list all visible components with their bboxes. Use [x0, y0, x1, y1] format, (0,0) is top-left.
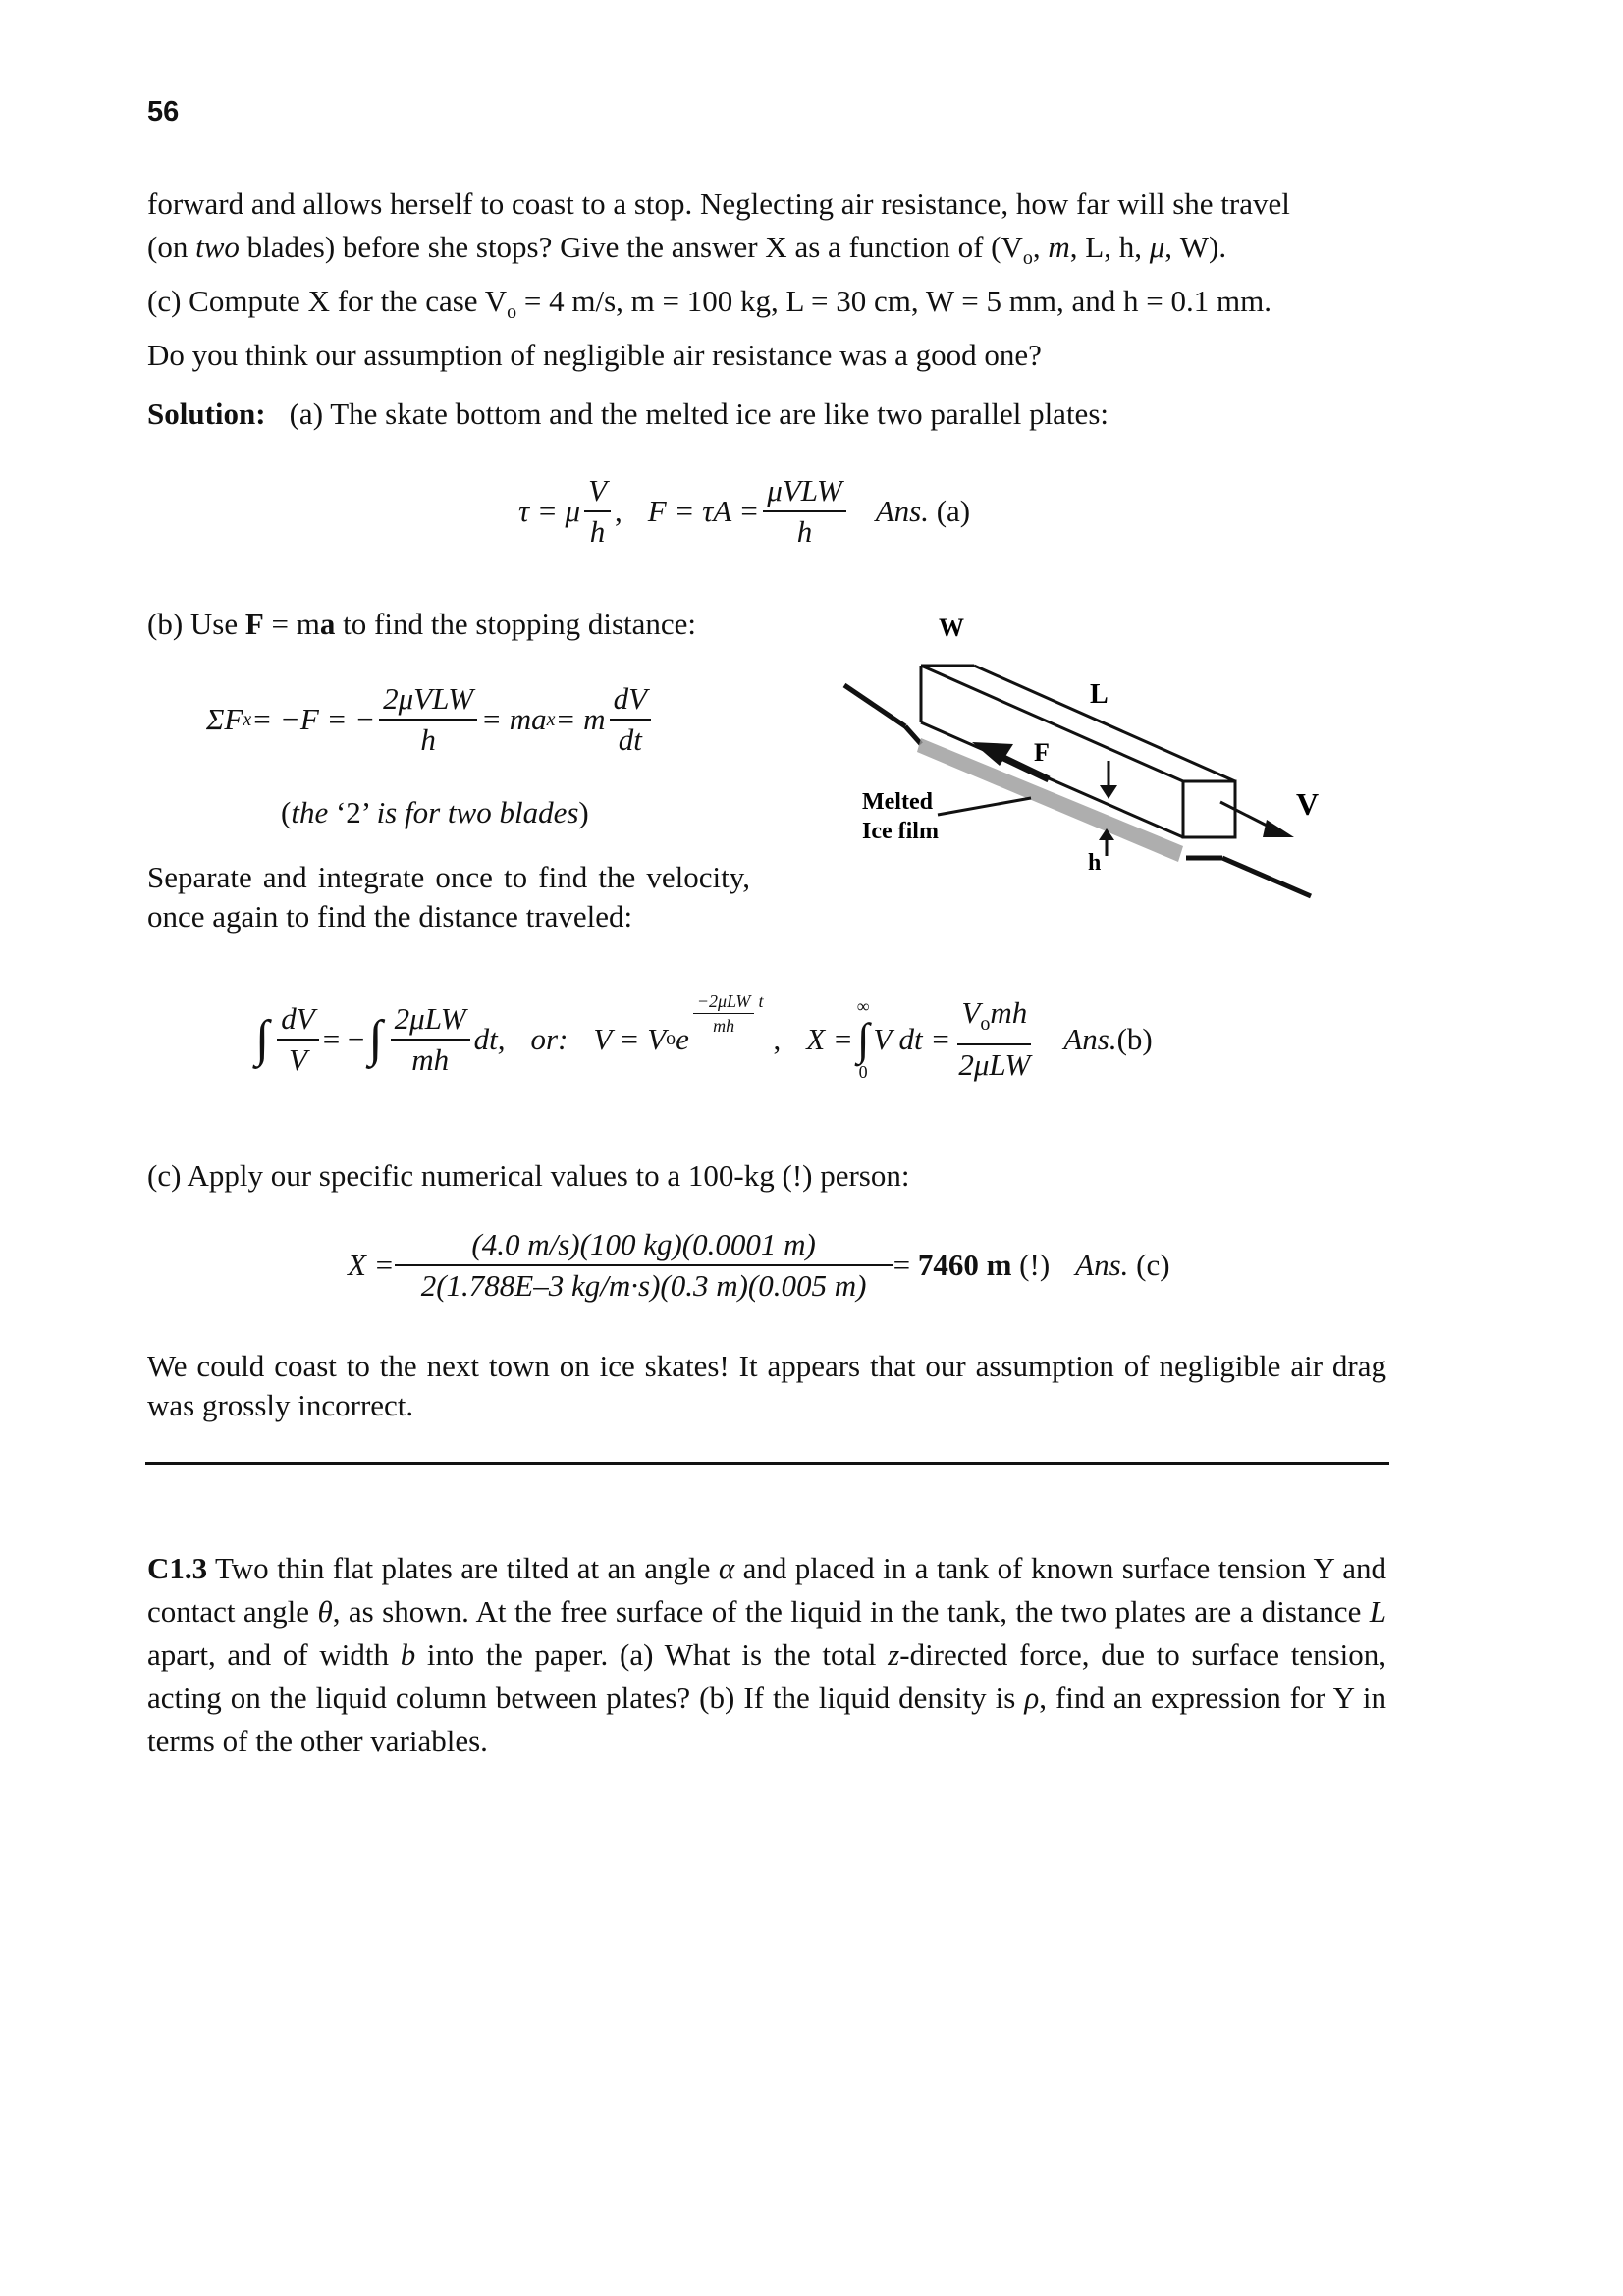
label-V: V	[1296, 786, 1320, 822]
page-number: 56	[147, 96, 180, 128]
problem-continuation	[147, 183, 1386, 377]
separate-integrate-text: Separate and integrate once to find the velocity, once again to find the distance traveled:	[147, 860, 750, 934]
equation-c: X = $\frac{(4.0 m/s)(100 kg)(0.0001 m)}{2(1.788E-3 kg/m\cdot s)(0.3 m)(0.005 m)}$ = 7460 m (!) Ans. (c)	[348, 1227, 1170, 1303]
ice-surface-left	[844, 685, 905, 726]
equation-a: τ = μ $\frac{V}{h}$ , F = τA = $\frac{\text{μVLW}}{h}$ Ans. (a)	[518, 473, 971, 549]
problem-c1-3: C1.3 Two thin flat plates are tilted at an angle α and placed in a tank of known surface tension Y and contact angle θ, as shown. At the free surface of the liquid in the tank, the two plates are a distance L apart, and of width b into the paper. (a) What is the total z-directed force, due to surface tension, acting on the liquid column between plates? (b) If the liquid density is ρ, find an expression for Y in terms of the other variables.	[147, 1551, 1387, 1758]
fraction-dv-dt: $\frac{dV}{dt}$	[610, 681, 651, 758]
problem-id: C1.3	[147, 1551, 208, 1585]
label-h: h	[1088, 850, 1102, 876]
solution-part-a-intro	[147, 393, 1386, 436]
two-blades-note: (the ‘2’ is for two blades)	[281, 795, 589, 829]
part-a-text: (a) The skate bottom and the melted ice are like two parallel plates:	[289, 397, 1109, 431]
equation-b: ΣF x = −F = − $\frac{\text{2μVLW}}{h}$ = ma x = m $\frac{dV}{dt}$	[206, 681, 655, 758]
fraction-v-over-h: $\frac{V}{h}$	[584, 473, 611, 550]
section-divider	[145, 1462, 1389, 1465]
label-L: L	[1090, 679, 1109, 710]
conclusion-text: We could coast to the next town on ice skates! It appears that our assumption of negligible air drag was grossly incorrect.	[147, 1349, 1386, 1422]
label-ice-film: Ice film	[862, 819, 939, 844]
problem-line-4: Do you think our assumption of negligible air resistance was a good one?	[147, 338, 1042, 373]
film-leader-line	[938, 798, 1031, 815]
part-c-intro: (c) Apply our specific numerical values to a 100-kg (!) person:	[147, 1158, 910, 1193]
label-F: F	[1034, 738, 1050, 767]
part-b-intro: (b) Use F = ma to find the stopping distance:	[147, 607, 697, 641]
result-value: 7460 m	[917, 1248, 1012, 1282]
problem-line-1: forward and allows herself to coast to a stop. Neglecting air resistance, how far will she travel	[147, 187, 1290, 221]
fraction-2muvlw-over-h: $\frac{\text{2μVLW}}{h}$	[379, 681, 477, 758]
fraction-muvlw-over-h: $\frac{\text{μVLW}}{h}$	[763, 473, 845, 550]
label-W: W	[939, 614, 964, 642]
label-melted: Melted	[862, 789, 933, 815]
equation-integral: ∫ $\frac{dV}{V}$ = − ∫ $\frac{\text{2μLW}}{mh}$ dt, or: V = V o e $\frac{\text{−2μLW}}{mh}$ t , X = ∞ ∫ 0 V dt = $\frac{V_omh}{\text{2μLW}}$ Ans. (b)	[255, 991, 1153, 1083]
skate-blade-diagram	[835, 599, 1345, 913]
problem-line-2: (on two blades) before she stops? Give the answer X as a function of ($V_o$, m, L, h, μ, W).	[147, 230, 1227, 270]
solution-label: Solution:	[147, 397, 266, 431]
problem-line-3: (c) Compute X for the case $V_o = 4$ m/s, m = 100 kg, L = 30 cm, W = 5 mm, and h = 0.1 mm.	[147, 284, 1271, 324]
